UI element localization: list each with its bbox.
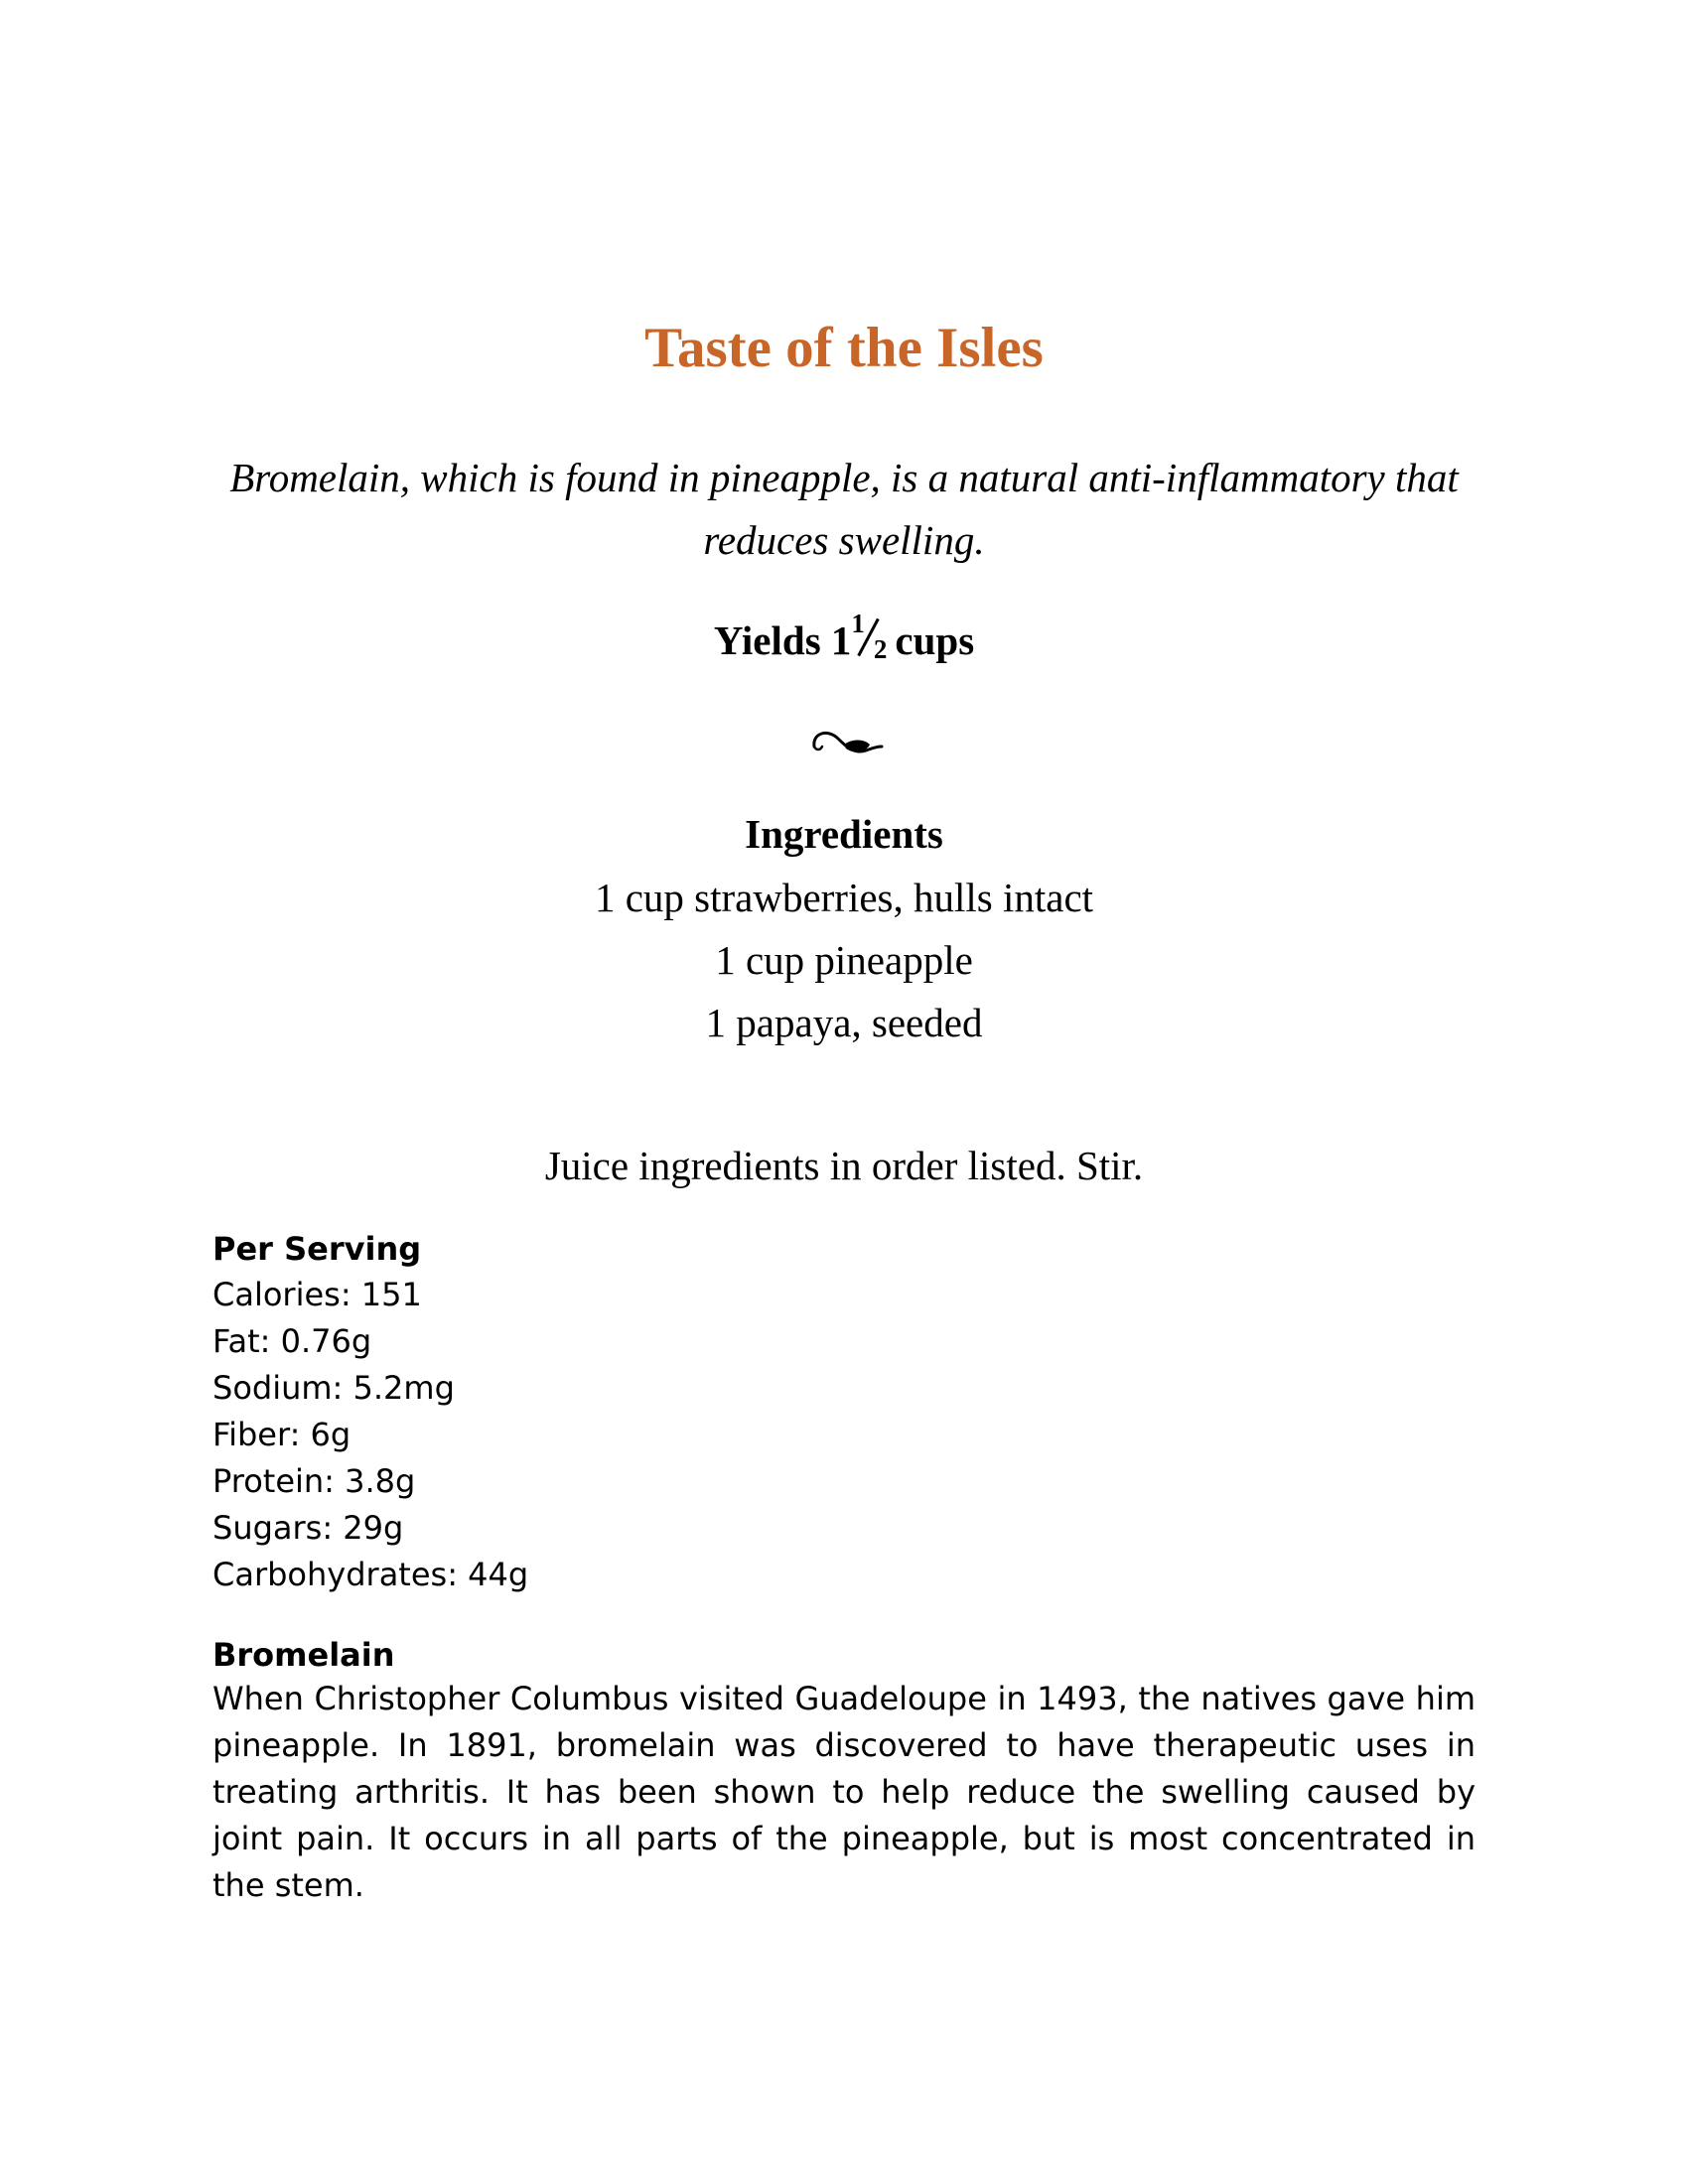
yield-suffix: cups bbox=[895, 617, 975, 663]
nutrition-item: Fiber: 6g bbox=[212, 1416, 352, 1453]
nutrition-item: Carbohydrates: 44g bbox=[212, 1556, 529, 1593]
nutrition-list bbox=[212, 1272, 528, 1598]
ingredient-item: 1 papaya, seeded bbox=[705, 1000, 983, 1045]
info-heading: Bromelain bbox=[212, 1636, 395, 1674]
recipe-instructions: Juice ingredients in order listed. Stir. bbox=[544, 1143, 1144, 1188]
fraction-denominator: 2 bbox=[873, 634, 888, 664]
nutrition-item: Calories: 151 bbox=[212, 1276, 422, 1313]
recipe-yield bbox=[0, 611, 1688, 670]
nutrition-item: Sodium: 5.2mg bbox=[212, 1369, 455, 1407]
ingredient-item: 1 cup pineapple bbox=[715, 937, 973, 983]
ingredients-heading: Ingredients bbox=[745, 811, 943, 857]
ingredients-list bbox=[0, 867, 1688, 1054]
yield-prefix: Yields 1 bbox=[713, 617, 852, 663]
nutrition-item: Fat: 0.76g bbox=[212, 1322, 372, 1360]
yield-fraction bbox=[851, 609, 888, 664]
recipe-title: Taste of the Isles bbox=[644, 317, 1044, 379]
nutrition-heading: Per Serving bbox=[212, 1230, 422, 1268]
fraction-numerator: 1 bbox=[851, 609, 865, 638]
ingredient-item: 1 cup strawberries, hulls intact bbox=[594, 875, 1094, 920]
recipe-intro: Bromelain, which is found in pineapple, is a natural anti-inflammatory that reduces swelling. bbox=[229, 455, 1459, 563]
info-body: When Christopher Columbus visited Guadeloupe in 1493, the natives gave him pineapple. In 1891, bromelain was discovered to have therapeutic uses in treating arthritis. It has been shown to help reduce the swelling caused by joint pain. It occurs in all parts of the pineapple, but is most concentrated in the stem. bbox=[212, 1680, 1476, 1904]
floral-ornament-icon bbox=[794, 711, 894, 770]
nutrition-item: Protein: 3.8g bbox=[212, 1462, 416, 1500]
nutrition-item: Sugars: 29g bbox=[212, 1509, 404, 1547]
